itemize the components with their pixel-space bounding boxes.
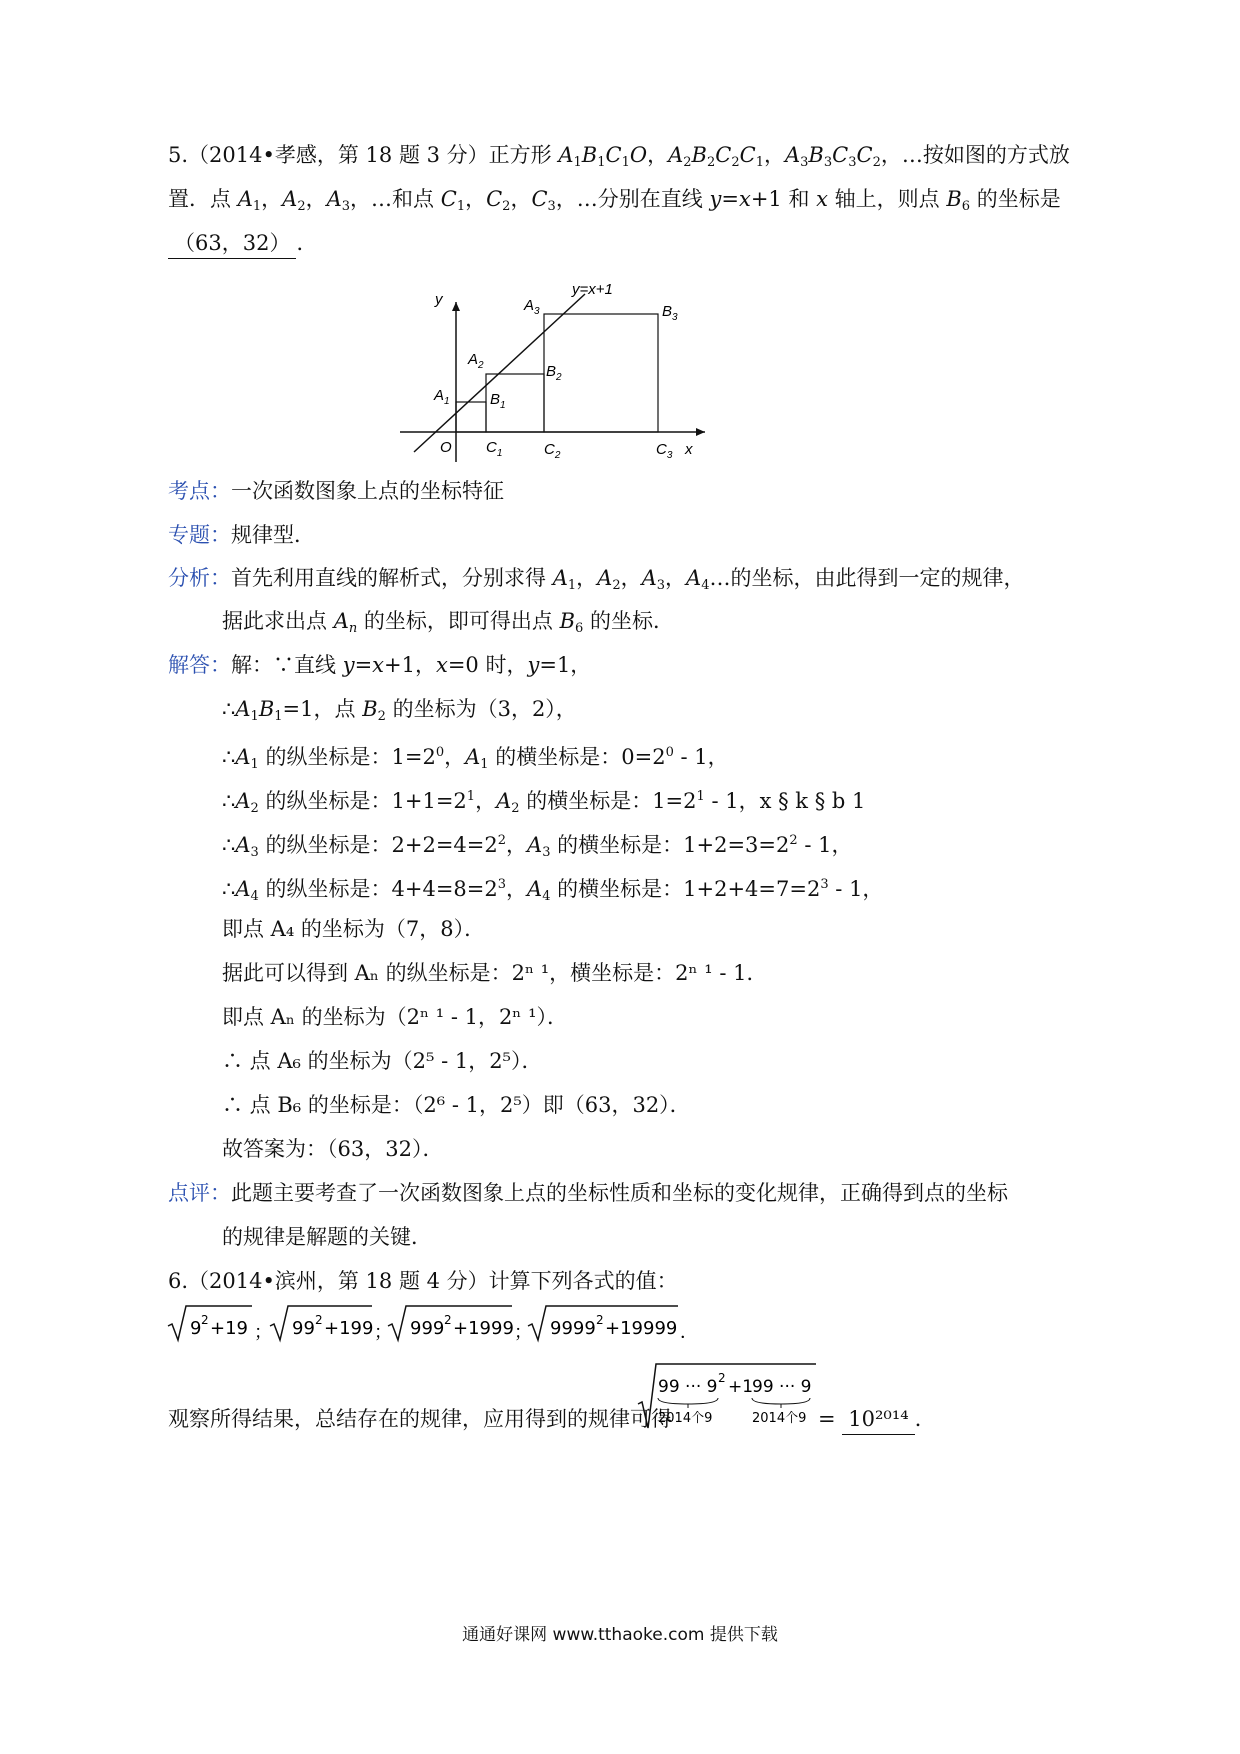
brace-label-2: 2014个9 [752, 1411, 807, 1426]
jieda-line-7: 据此可以得到 Aₙ 的纵坐标是：2ⁿ ¹，横坐标是：2ⁿ ¹ - 1． [222, 961, 768, 985]
q6-answer: 10²⁰¹⁴ [842, 1404, 914, 1435]
dianping-line-1: 点评：此题主要考查了一次函数图象上点的坐标性质和坐标的变化规律，正确得到点的坐标 [168, 1181, 1008, 1205]
point-b2: $B_2$ [546, 363, 562, 383]
svg-text:999: 999 [410, 1318, 445, 1339]
point-a2: $A_2$ [468, 351, 484, 371]
origin-label: O [440, 439, 452, 456]
jieda-line-8: 即点 Aₙ 的坐标为（2ⁿ ¹ - 1，2ⁿ ¹）． [222, 1005, 568, 1029]
svg-text:9: 9 [190, 1318, 202, 1339]
q5-answer-line: （63，32） ． [168, 228, 317, 259]
svg-text:2: 2 [315, 1313, 323, 1327]
y-axis-label: y [435, 291, 443, 308]
point-b3: $B_3$ [662, 303, 678, 323]
jieda-line-2: $\therefore A_1$ 的纵坐标是：$1=2^0$，$A_1$ 的横坐标是：$0=2^0 - 1$， [222, 745, 729, 772]
q6-radical-expressions [166, 1300, 706, 1346]
point-a3: $A_3$ [524, 297, 540, 317]
svg-text:．: ． [680, 1322, 698, 1343]
svg-text:+1999: +1999 [453, 1318, 514, 1339]
point-b1: $B_1$ [490, 391, 506, 411]
jieda-line-5: $\therefore A_4$ 的纵坐标是：$4+4=8=2^3$，$A_4$ 的横坐标是：$1+2+4=7=2^3 - 1$， [222, 877, 884, 904]
footer: 通通好课网 www.tthaoke.com 提供下载 [462, 1625, 778, 1645]
point-c1: $C_1$ [486, 439, 503, 459]
jieda-line-3: $\therefore A_2$ 的纵坐标是：$1+1=2^1$，$A_2$ 的横坐标是：$1=2^1 - 1$，x § k § b 1 [222, 789, 866, 816]
kaodian-line: 考点：一次函数图象上点的坐标特征 [168, 479, 504, 503]
svg-text:2: 2 [444, 1313, 452, 1327]
jieda-line-1: $\therefore A_1B_1=1$，点 $B_2$ 的坐标为（3，2）， [222, 697, 577, 724]
svg-text:99: 99 [292, 1318, 315, 1339]
svg-text:99 ··· 9: 99 ··· 9 [658, 1377, 718, 1397]
jieda-line-10: ∴ 点 B₆ 的坐标是：（2⁶ - 1，2⁵）即（63，32）． [222, 1093, 691, 1117]
point-c3: $C_3$ [656, 441, 673, 461]
svg-text:；: ； [254, 1322, 272, 1343]
fenxi-line-1: 分析：首先利用直线的解析式，分别求得 $A_1$，$A_2$，$A_3$，$A_4\dots$的坐标，由此得到一定的规律， [168, 566, 1025, 593]
x-axis-label: x [685, 441, 693, 458]
jieda-line-9: ∴ 点 A₆ 的坐标为（2⁵ - 1，2⁵）． [222, 1049, 543, 1073]
zhuanti-line: 专题：规律型． [168, 523, 315, 547]
coordinate-figure [434, 281, 740, 472]
q5-line-2: 置．点 $A_1$，$A_2$，$A_3$，…和点 $C_1$，$C_2$，$C_3$，…分别在直线 y=x+1 和 x 轴上，则点 $B_6$ 的坐标是 [168, 187, 1061, 214]
line-label: y=x+1 [572, 281, 613, 298]
point-a1: $A_1$ [434, 387, 450, 407]
brace-label-1: 2014个9 [658, 1411, 713, 1426]
svg-text:2: 2 [718, 1371, 726, 1385]
q6-line-1: 6.（2014•滨州，第 18 题 4 分）计算下列各式的值： [168, 1269, 678, 1293]
jieda-line-6: 即点 A₄ 的坐标为（7，8）． [222, 917, 486, 941]
svg-text:99 ··· 9: 99 ··· 9 [752, 1377, 812, 1397]
jieda-line-11: 故答案为：（63，32）． [222, 1137, 444, 1161]
jieda-line-4: $\therefore A_3$ 的纵坐标是：$2+2=4=2^2$，$A_3$ 的横坐标是：$1+2=3=2^2 - 1$， [222, 833, 853, 860]
svg-text:2: 2 [201, 1313, 209, 1327]
svg-text:2: 2 [596, 1313, 604, 1327]
svg-text:+19999: +19999 [605, 1318, 678, 1339]
svg-text:+199: +199 [324, 1318, 374, 1339]
svg-text:+1: +1 [728, 1377, 754, 1397]
jieda-line-0: 解答：解：∵直线 y=x+1，x=0 时，y=1， [168, 653, 592, 677]
q6-answer-line: = 10²⁰¹⁴ ． [818, 1404, 936, 1435]
q5-line-1: 5.（2014•孝感，第 18 题 3 分）正方形 $A_1B_1C_1O$，$A_2B_2C_2C_1$，$A_3B_3C_3C_2$，…按如图的方式放 [168, 143, 1070, 170]
svg-text:；: ； [374, 1322, 392, 1343]
svg-text:+19: +19 [210, 1318, 248, 1339]
point-c2: $C_2$ [544, 441, 561, 461]
fenxi-line-2: 据此求出点 $A_n$ 的坐标，即可得出点 $B_6$ 的坐标． [222, 609, 674, 636]
q6-general-radical [636, 1358, 836, 1430]
svg-text:9999: 9999 [550, 1318, 596, 1339]
dianping-line-2: 的规律是解题的关键． [222, 1225, 432, 1249]
q6-line-3: 观察所得结果，总结存在的规律，应用得到的规律可得 [168, 1407, 672, 1431]
svg-text:；: ； [514, 1322, 532, 1343]
q5-answer: （63，32） [168, 228, 296, 259]
